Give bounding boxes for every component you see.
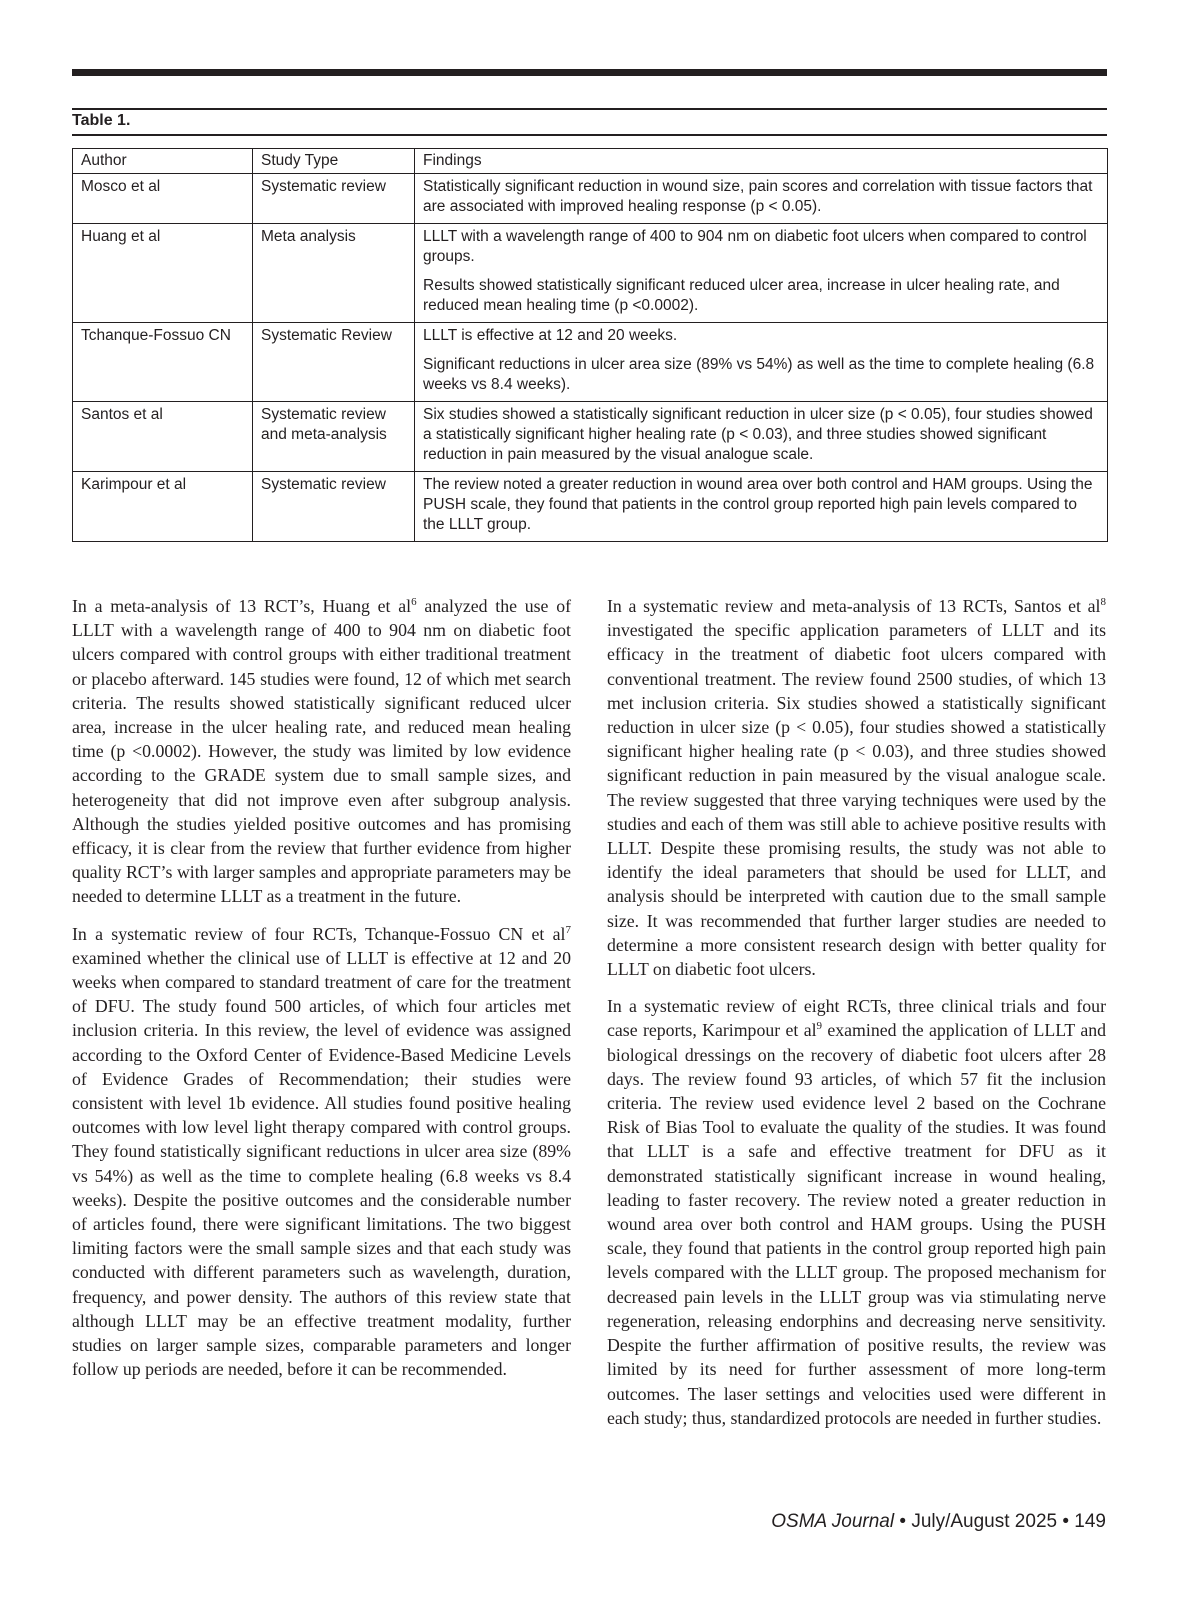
table-row (73, 174, 1108, 224)
table-header-row (73, 149, 1108, 174)
paragraph-huang: In a meta-analysis of 13 RCT’s, Huang et $al^6$ analyzed the use of LLLT with a wavelength range of 400 to 904 nm on diabetic foot ulcers compared with control groups with either traditional treatment or placebo afterward. 145 studies were found, 12 of which met search criteria. The results showed statistically significant reduced ulcer area, increase in the ulcer healing rate, and reduced mean healing time (p <0.0002). However, the study was limited by low evidence according to the GRADE system due to small sample sizes, and heterogeneity that did not improve even after subgroup analysis. Although the studies yielded positive outcomes and has promising efficacy, it is clear from the review that further evidence from higher quality RCT’s with larger samples and appropriate parameters may be needed to determine LLLT as a treatment in the future. (72, 596, 572, 907)
cell-study-type: Systematic review (253, 472, 415, 542)
cell-author: Karimpour et al (73, 472, 253, 542)
journal-name: OSMA Journal (771, 1511, 895, 1532)
cell-author: Mosco et al (73, 174, 253, 224)
finding-text: Six studies showed a statistically significant reduction in ulcer size (p < 0.05), four studies showed a statistically significant higher healing rate (p < 0.03), and three studies showed significant reduction in pain measured by the visual analogue scale. (423, 406, 1093, 463)
finding-text: LLLT is effective at 12 and 20 weeks. (423, 327, 678, 344)
finding-text: The review noted a greater reduction in wound area over both control and HAM groups. Using the PUSH scale, they found that patients in the control group reported high pain levels compared to the LLLT group. (423, 476, 1093, 533)
issue-date: July/August 2025 (911, 1511, 1058, 1532)
table-caption: Table 1. (72, 112, 131, 129)
finding-text: LLLT with a wavelength range of 400 to 904 nm on diabetic foot ulcers when compared to control groups. (423, 228, 1087, 265)
cell-author: Tchanque-Fossuo CN (73, 323, 253, 402)
cell-findings (415, 224, 1108, 323)
paragraph-santos: In a systematic review and meta-analysis of 13 RCTs, Santos et $al^8$ investigated the specific application parameters of LLLT and its efficacy in the treatment of diabetic foot ulcers compared with conventional treatment. The review found 2500 studies, of which 13 met inclusion criteria. Six studies showed a statistically significant reduction in ulcer size (p < 0.05), four studies showed a statistically significant higher healing rate (p < 0.03), and three studies showed significant reduction in pain measured by the visual analogue scale. The review suggested that three varying techniques were used by the studies and each of them was still able to achieve positive results with LLLT. Despite these promising results, the study was not able to identify the ideal parameters that should be used for LLLT, and analysis should be interpreted with caution due to the small sample size. It was recommended that further larger studies are needed to determine a more consistent research design with better quality for LLLT on diabetic foot ulcers. (607, 596, 1106, 980)
cell-author: Huang et al (73, 224, 253, 323)
citation-ref: 8 (1100, 596, 1106, 609)
paragraph-tchanque-fossuo: In a systematic review of four RCTs, Tchanque-Fossuo CN et $al^7$ examined whether the clinical use of LLLT is effective at 12 and 20 weeks when compared to standard treatment of care for the treatment of DFU. The study found 500 articles, of which four articles met inclusion criteria. In this review, the level of evidence was assigned according to the Oxford Center of Evidence-Based Medicine Levels of Evidence Grades of Recommendation; their studies were consistent with level 1b evidence. All studies found positive healing outcomes with low level light therapy compared with control groups. They found statistically significant reductions in ulcer area size (89% vs 54%) as well as the time to complete healing (6.8 weeks vs 8.4 weeks). Despite the positive outcomes and the considerable number of articles found, there were significant limitations. The two biggest limiting factors were the small sample sizes and that each study was conducted with different parameters such as wavelength, duration, frequency, and power density. The authors of this review state that although LLLT may be an effective treatment modality, further studies on larger sample sizes, comparable parameters and longer follow up periods are needed, before it can be recommended. (72, 923, 571, 1380)
cell-study-type: Systematic review and meta-analysis (253, 402, 415, 472)
top-rule (72, 69, 1107, 76)
footer-separator: • (1057, 1511, 1075, 1532)
cell-study-type: Systematic Review (253, 323, 415, 402)
caption-rule-top (72, 108, 1107, 110)
cell-findings (415, 323, 1108, 402)
body-column-right (607, 594, 1106, 1443)
finding-text: Significant reductions in ulcer area size (89% vs 54%) as well as the time to complete healing (6.8 weeks vs 8.4 weeks). (423, 356, 1095, 393)
cell-findings (415, 472, 1108, 542)
page-footer (771, 1511, 1106, 1533)
body-column-left (72, 594, 571, 1395)
header-findings: Findings (415, 149, 1108, 174)
citation-ref: 6 (411, 596, 417, 609)
cell-study-type: Systematic review (253, 174, 415, 224)
cell-author: Santos et al (73, 402, 253, 472)
paragraph-karimpour: In a systematic review of eight RCTs, three clinical trials and four case reports, Karimpour et $al^9$ examined the application of LLLT and biological dressings on the recovery of diabetic foot ulcers after 28 days. The review found 93 articles, of which 57 fit the inclusion criteria. The review used evidence level 2 based on the Cochrane Risk of Bias Tool to evaluate the quality of the studies. It was found that LLLT is a safe and effective treatment for DFU as it demonstrated statistically significant increase in wound healing, leading to faster recovery. The review noted a greater reduction in wound area over both control and HAM groups. Using the PUSH scale, they found that patients in the control group reported high pain levels compared with the LLLT group. The proposed mechanism for decreased pain levels in the LLLT group was via stimulating nerve regeneration, releasing endorphins and decreasing nerve sensitivity. Despite the further affirmation of positive results, the review was limited by its need for further assessment of more long-term outcomes. The laser settings and velocities used were different in each study; thus, standardized protocols are needed in further studies. (607, 996, 1106, 1428)
finding-text: Results showed statistically significant reduced ulcer area, increase in ulcer healing rate, and reduced mean healing time (p <0.0002). (423, 277, 1060, 314)
table-row (73, 224, 1108, 323)
cell-findings (415, 402, 1108, 472)
header-author: Author (73, 149, 253, 174)
table-row (73, 402, 1108, 472)
footer-separator: • (894, 1511, 912, 1532)
citation-ref: 7 (565, 923, 571, 936)
cell-findings (415, 174, 1108, 224)
finding-text: Statistically significant reduction in wound size, pain scores and correlation with tissue factors that are associated with improved healing response (p < 0.05). (423, 178, 1093, 215)
findings-table (72, 148, 1108, 542)
cell-study-type: Meta analysis (253, 224, 415, 323)
page-number: 149 (1074, 1511, 1106, 1532)
header-study-type: Study Type (253, 149, 415, 174)
caption-rule-bottom (72, 134, 1107, 136)
table-row (73, 472, 1108, 542)
table-row (73, 323, 1108, 402)
citation-ref: 9 (816, 1020, 823, 1033)
